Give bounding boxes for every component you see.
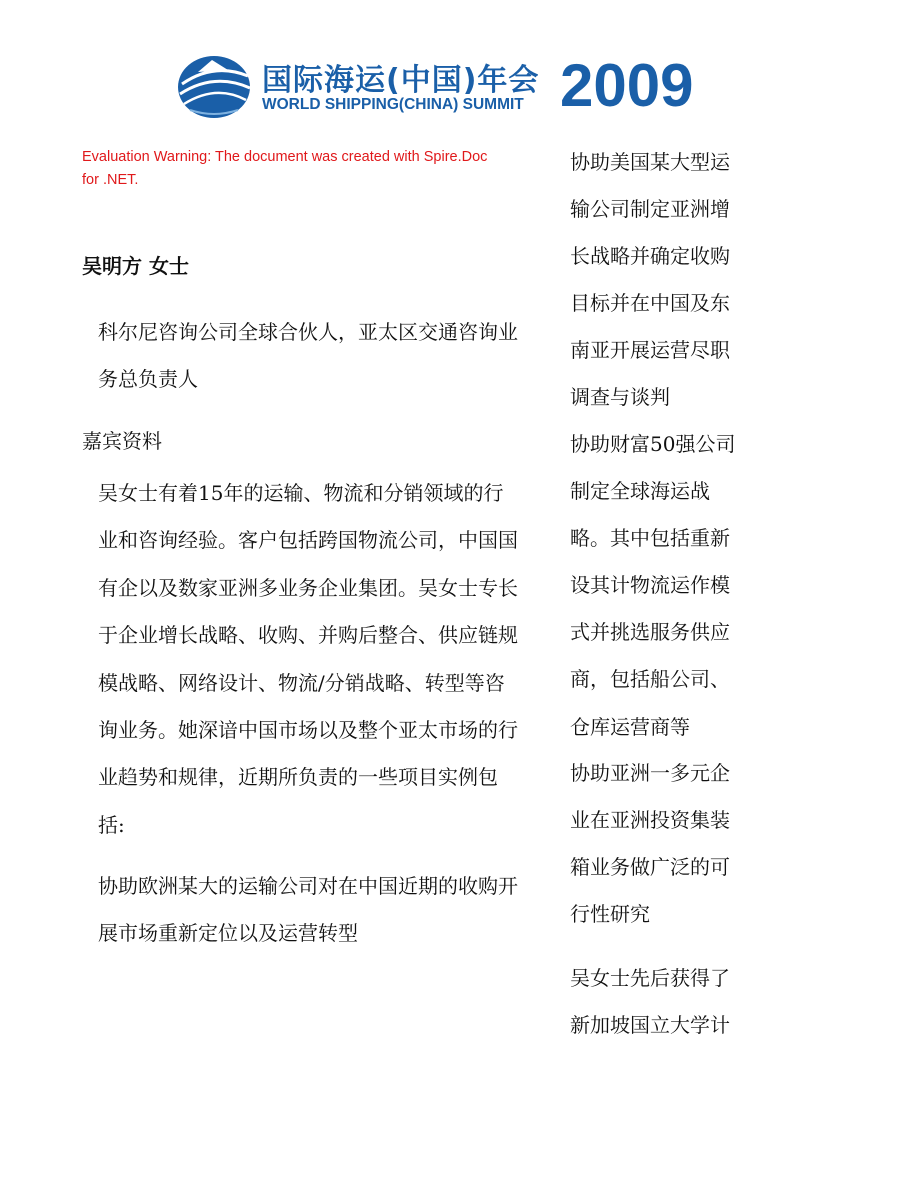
logo-year: 2009 [560,52,694,119]
text-line: 吴女士先后获得了 [570,966,730,990]
section-heading: 嘉宾资料 [82,429,162,453]
text-line: 南亚开展运营尽职 [570,338,730,363]
right-column-block-1 [570,139,760,422]
text-line: 制定全球海运战 [570,479,710,504]
right-column-block-4 [570,955,760,1049]
project-item: 协助欧洲某大的运输公司对在中国近期的收购开展市场重新定位以及运营转型 [98,874,518,945]
text-line: 协助财富50强公司 [570,432,736,456]
speaker-bio: 吴女士有着15年的运输、物流和分销领域的行业和咨询经验。客户包括跨国物流公司，中国国有企以及数家亚洲多业务企业集团。吴女士专长于企业增长战略、收购、并购后整合、供应链规模战略、网络设计、物流/分销战略、转型等咨询业务。她深谙中国市场以及整个亚太市场的行业趋势和规律，近期所负责的一些项目实例包括: [98,481,518,837]
text-line: 调查与谈判 [570,385,670,410]
text-line: 协助亚洲一多元企 [570,761,730,785]
speaker-name: 吴明方 女士 [82,254,189,278]
globe-ship-icon [176,52,254,122]
logo-chinese-title: 国际海运(中国)年会 [262,63,540,98]
right-column-block-2 [570,421,760,751]
text-line: 协助美国某大型运 [570,150,730,174]
text-line: 仓库运营商等 [570,714,690,739]
text-line: 略。其中包括重新 [570,526,730,551]
speaker-title: 科尔尼咨询公司全球合伙人，亚太区交通咨询业务总负责人 [98,320,518,391]
text-line: 长战略并确定收购 [570,244,730,269]
text-line: 设其计物流运作模 [570,573,730,598]
text-line: 输公司制定亚洲增 [570,197,730,222]
text-line: 商，包括船公司、 [570,667,730,692]
text-line: 行性研究 [570,902,650,927]
text-line: 目标并在中国及东 [570,291,730,316]
logo-english-title: WORLD SHIPPING(CHINA) SUMMIT [262,96,524,113]
text-line: 式并挑选服务供应 [570,620,730,645]
text-line: 新加坡国立大学计 [570,1013,730,1038]
right-column-block-3 [570,750,760,938]
evaluation-warning: Evaluation Warning: The document was created with Spire.Doc for .NET. [82,149,488,188]
summit-logo [176,52,722,122]
text-line: 箱业务做广泛的可 [570,855,730,880]
text-line: 业在亚洲投资集装 [570,808,730,833]
